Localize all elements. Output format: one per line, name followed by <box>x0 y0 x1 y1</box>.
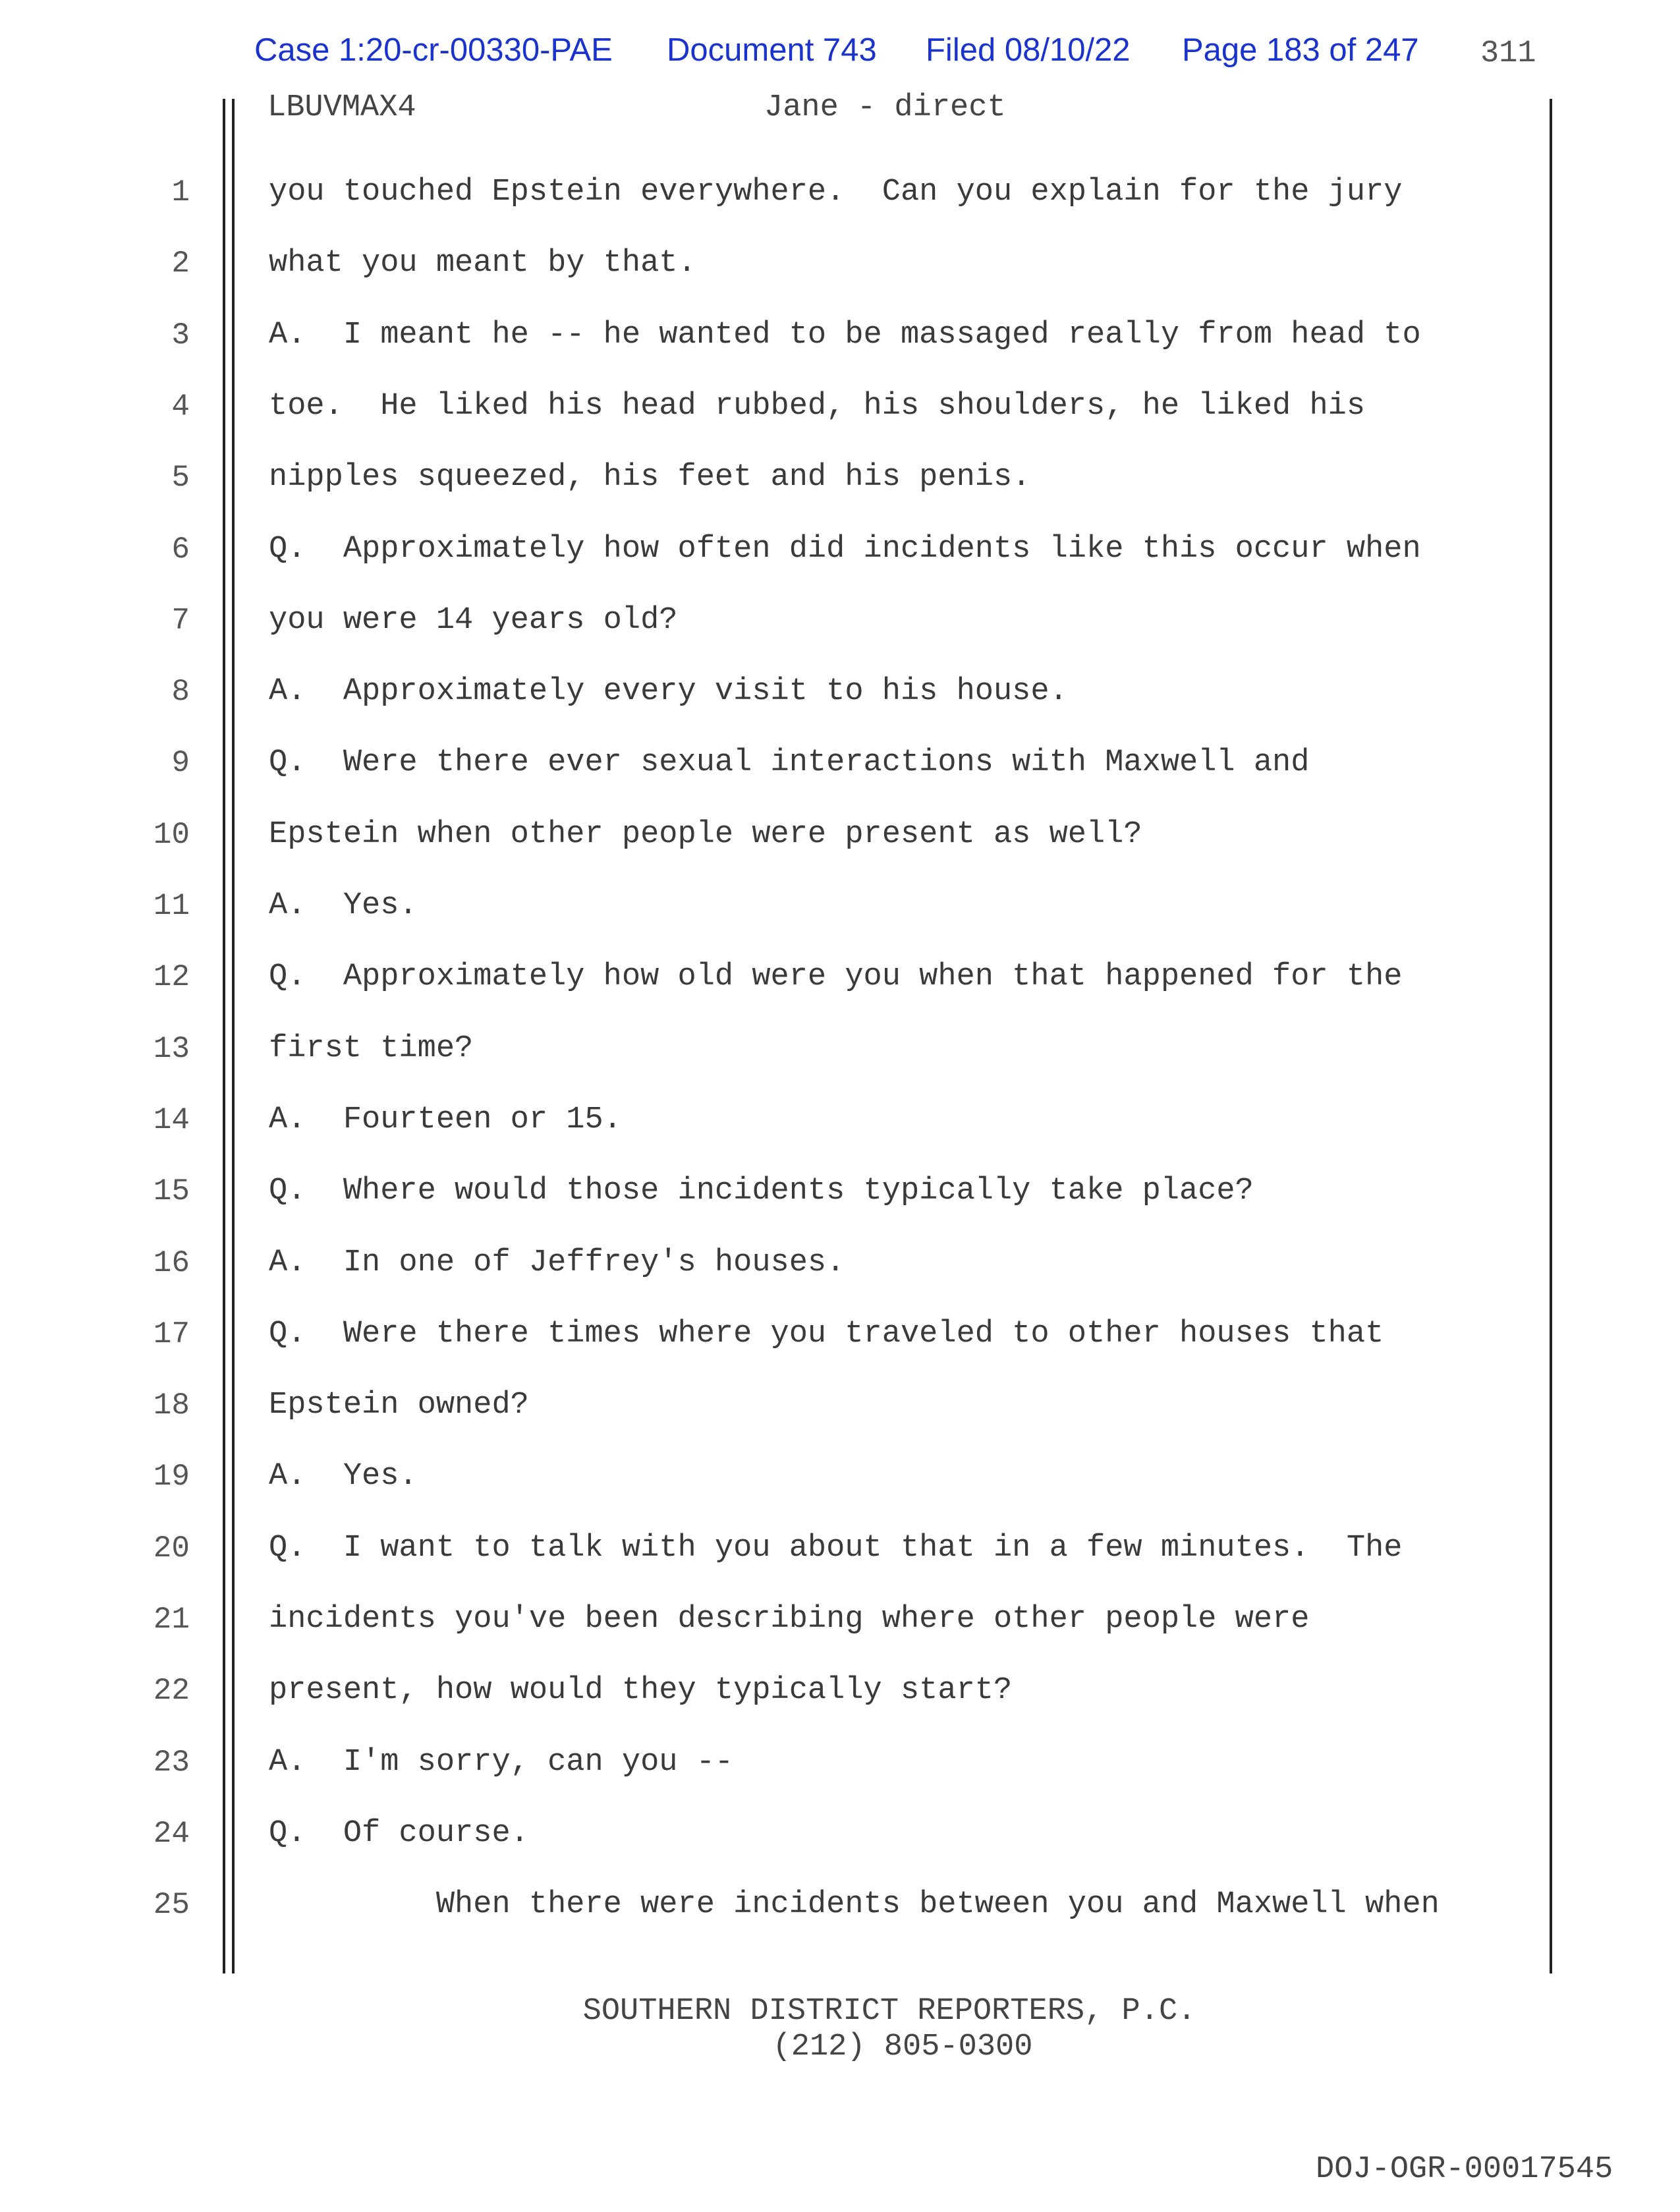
line-text: Q. I want to talk with you about that in a few minutes. The <box>269 1530 1403 1566</box>
line-text: toe. He liked his head rubbed, his shoulders, he liked his <box>269 388 1366 424</box>
line-text: A. In one of Jeffrey's houses. <box>269 1245 845 1280</box>
line-text: first time? <box>269 1031 474 1066</box>
transcript-line <box>0 1885 1680 1925</box>
line-number: 13 <box>153 1031 190 1066</box>
line-number: 3 <box>171 318 190 353</box>
line-text: nipples squeezed, his feet and his penis. <box>269 460 1031 496</box>
line-number: 9 <box>171 746 190 781</box>
transcript-line <box>0 672 1680 712</box>
transcript-line <box>0 1671 1680 1711</box>
line-text: A. I'm sorry, can you -- <box>269 1744 734 1780</box>
transcript-line <box>0 1100 1680 1140</box>
ecf-document-number: Document 743 <box>667 32 877 68</box>
transcript-line <box>0 1243 1680 1283</box>
line-number: 16 <box>153 1245 190 1280</box>
line-number: 6 <box>171 532 190 567</box>
line-number: 8 <box>171 675 190 710</box>
line-number: 15 <box>153 1174 190 1209</box>
line-text: Q. Approximately how old were you when that happened for the <box>269 959 1403 995</box>
transcript-line <box>0 1529 1680 1568</box>
ecf-case-number: Case 1:20-cr-00330-PAE <box>254 32 613 68</box>
transcript-line <box>0 886 1680 926</box>
line-text: When there were incidents between you and Maxwell when <box>269 1887 1440 1923</box>
bates-number: DOJ-OGR-00017545 <box>1316 2152 1613 2187</box>
transcript-line <box>0 743 1680 783</box>
transcript-line <box>0 957 1680 997</box>
line-number: 18 <box>153 1388 190 1423</box>
line-text: A. I meant he -- he wanted to be massaged really from head to <box>269 317 1421 353</box>
line-number: 5 <box>171 461 190 496</box>
ecf-page-count: Page 183 of 247 <box>1182 32 1419 68</box>
footer-reporter: SOUTHERN DISTRICT REPORTERS, P.C. <box>582 1994 1196 2029</box>
line-number: 2 <box>171 246 190 281</box>
line-text: Q. Of course. <box>269 1815 529 1851</box>
line-text: incidents you've been describing where other people were <box>269 1602 1310 1637</box>
line-number: 12 <box>153 960 190 995</box>
footer-phone: (212) 805-0300 <box>772 2029 1033 2064</box>
ecf-filed-date: Filed 08/10/22 <box>926 32 1131 68</box>
line-text: you touched Epstein everywhere. Can you explain for the jury <box>269 175 1403 210</box>
ecf-stamp-header <box>0 30 1680 70</box>
line-number: 19 <box>153 1460 190 1494</box>
line-number: 21 <box>153 1602 190 1637</box>
line-text: A. Yes. <box>269 1459 418 1494</box>
line-text: Epstein when other people were present as well? <box>269 816 1142 852</box>
transcript-line <box>0 1600 1680 1639</box>
line-number: 1 <box>171 175 190 210</box>
transcript-line <box>0 1315 1680 1354</box>
transcript-line <box>0 1172 1680 1211</box>
transcript-line <box>0 316 1680 355</box>
running-header-witness: Jane - direct <box>764 90 1006 125</box>
transcript-line <box>0 173 1680 212</box>
line-number: 4 <box>171 389 190 424</box>
line-number: 11 <box>153 889 190 923</box>
line-text: Q. Were there ever sexual interactions with Maxwell and <box>269 745 1310 781</box>
line-number: 7 <box>171 603 190 638</box>
line-text: Q. Where would those incidents typically take place? <box>269 1174 1254 1209</box>
line-number: 14 <box>153 1102 190 1137</box>
transcript-line <box>0 244 1680 283</box>
line-text: you were 14 years old? <box>269 602 678 638</box>
line-text: A. Approximately every visit to his house. <box>269 674 1068 710</box>
transcript-line <box>0 458 1680 497</box>
transcript-line <box>0 387 1680 426</box>
transcript-line <box>0 1029 1680 1069</box>
line-number: 17 <box>153 1317 190 1351</box>
line-number: 20 <box>153 1531 190 1566</box>
line-text: Q. Were there times where you traveled to other houses that <box>269 1316 1384 1351</box>
transcript-line <box>0 1457 1680 1496</box>
line-number: 22 <box>153 1674 190 1709</box>
transcript-line <box>0 1386 1680 1425</box>
transcript-line <box>0 530 1680 569</box>
line-text: present, how would they typically start? <box>269 1673 1013 1709</box>
transcript-line <box>0 815 1680 855</box>
line-number: 10 <box>153 817 190 852</box>
line-text: Q. Approximately how often did incidents like this occur when <box>269 531 1421 567</box>
line-text: A. Yes. <box>269 888 418 923</box>
line-number: 25 <box>153 1888 190 1923</box>
line-text: what you meant by that. <box>269 246 696 281</box>
line-number: 23 <box>153 1745 190 1780</box>
line-text: A. Fourteen or 15. <box>269 1102 622 1137</box>
line-text: Epstein owned? <box>269 1388 529 1423</box>
running-header-code: LBUVMAX4 <box>267 90 416 125</box>
transcript-line <box>0 1814 1680 1854</box>
line-number: 24 <box>153 1816 190 1851</box>
transcript-line <box>0 601 1680 640</box>
transcript-line <box>0 1743 1680 1782</box>
transcript-page-number: 311 <box>1480 36 1536 71</box>
